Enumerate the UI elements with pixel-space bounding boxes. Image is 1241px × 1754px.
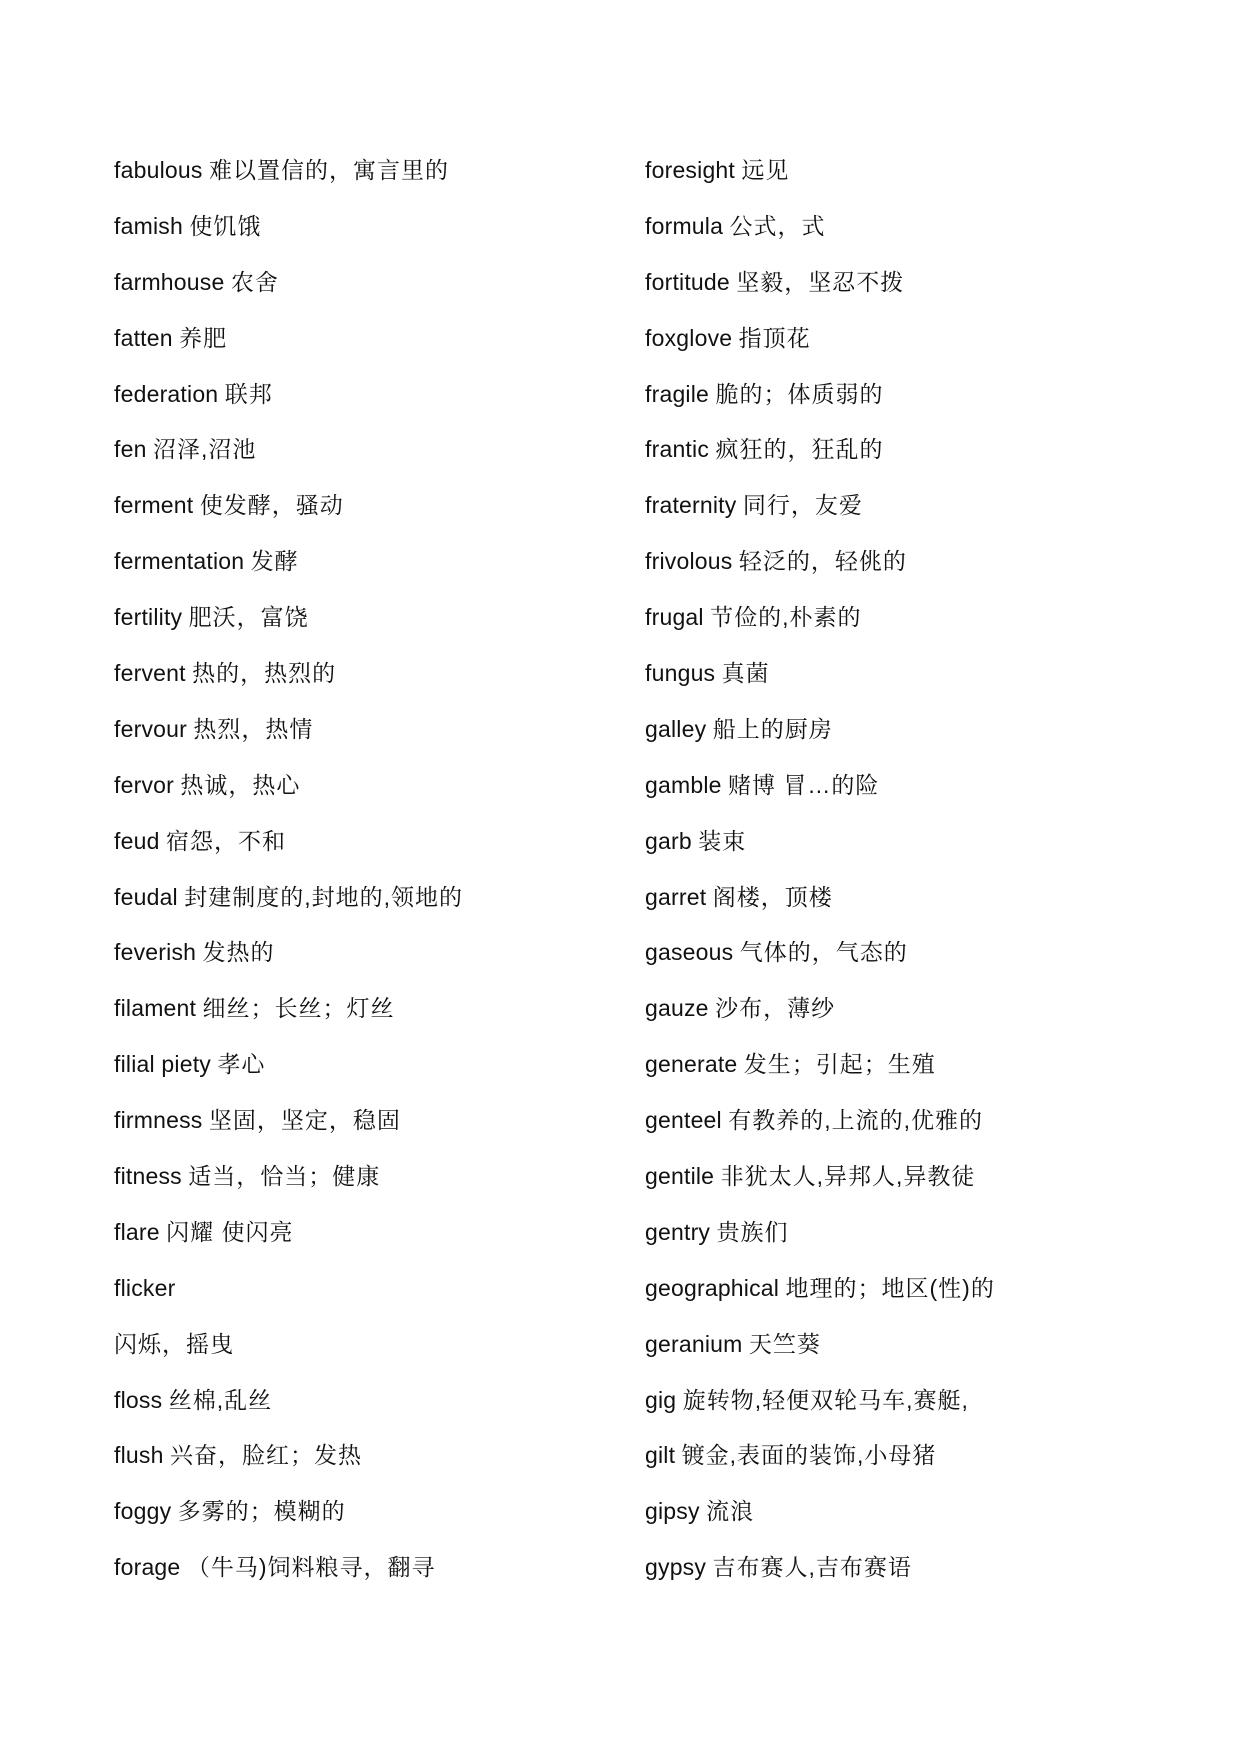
vocabulary-entry xyxy=(114,602,634,658)
vocabulary-entry xyxy=(645,826,1205,882)
vocabulary-entry xyxy=(645,993,1205,1049)
vocabulary-entry xyxy=(645,937,1205,993)
vocabulary-entry xyxy=(645,658,1205,714)
vocabulary-entry xyxy=(114,770,634,826)
vocabulary-entry xyxy=(114,490,634,546)
entry-word: fabulous xyxy=(114,157,203,183)
vocabulary-entry xyxy=(114,993,634,1049)
entry-word: foggy xyxy=(114,1498,172,1525)
entry-word: fortitude xyxy=(645,268,730,295)
vocabulary-entry xyxy=(645,323,1205,379)
entry-word: foresight xyxy=(645,157,736,183)
entry-definition: 适当，恰当；健康 xyxy=(188,1163,381,1190)
entry-word: filial piety xyxy=(114,1051,211,1078)
entry-definition: 阁楼，顶楼 xyxy=(712,883,833,910)
entry-word: formula xyxy=(645,212,724,239)
entry-definition: 细丝；长丝；灯丝 xyxy=(202,995,395,1022)
vocabulary-entry xyxy=(645,490,1205,546)
vocabulary-entry xyxy=(114,1049,634,1105)
entry-word: geranium xyxy=(645,1330,743,1357)
vocabulary-entry xyxy=(645,434,1205,490)
entry-definition: 发热的 xyxy=(202,939,275,966)
vocabulary-entry xyxy=(114,714,634,770)
entry-definition: 坚固，坚定，稳固 xyxy=(208,1107,401,1134)
vocabulary-entry xyxy=(645,1496,1205,1552)
entry-definition: 农舍 xyxy=(230,268,279,295)
entry-definition: 肥沃，富饶 xyxy=(188,604,309,631)
entry-word: forage xyxy=(114,1554,181,1581)
entry-word: fen xyxy=(114,436,147,463)
vocabulary-entry xyxy=(114,882,634,938)
entry-definition: 同行，友爱 xyxy=(742,492,863,519)
entry-definition: 吉布赛人,吉布赛语 xyxy=(712,1554,912,1581)
entry-word: fitness xyxy=(114,1163,182,1190)
entry-word: gentile xyxy=(645,1163,715,1190)
entry-word: firmness xyxy=(114,1107,203,1134)
entry-word: ferment xyxy=(114,492,194,519)
entry-definition: 镀金,表面的装饰,小母猪 xyxy=(681,1442,937,1469)
entry-definition: 真菌 xyxy=(721,660,770,687)
entry-word: generate xyxy=(645,1051,738,1078)
vocabulary-entry xyxy=(114,1329,634,1385)
entry-word: garb xyxy=(645,827,692,854)
entry-word: garret xyxy=(645,883,707,910)
entry-word: gentry xyxy=(645,1218,711,1245)
vocabulary-entry xyxy=(114,1496,634,1552)
vocabulary-entry xyxy=(114,434,634,490)
entry-definition: 流浪 xyxy=(706,1498,755,1525)
entry-word: flare xyxy=(114,1218,160,1245)
entry-definition: 节俭的,朴素的 xyxy=(710,604,862,631)
entry-definition: 孝心 xyxy=(217,1051,266,1078)
vocabulary-entry xyxy=(114,1385,634,1441)
vocabulary-entry xyxy=(645,1105,1205,1161)
entry-word: federation xyxy=(114,380,219,407)
entry-word: feudal xyxy=(114,883,178,910)
entry-definition: 指顶花 xyxy=(738,324,811,351)
entry-definition: 公式，式 xyxy=(729,212,826,239)
entry-definition: 贵族们 xyxy=(716,1218,789,1245)
vocabulary-entry xyxy=(114,1273,634,1329)
vocabulary-entry xyxy=(645,1552,1205,1608)
entry-definition: 难以置信的，寓言里的 xyxy=(208,157,449,183)
entry-word: fervent xyxy=(114,660,186,687)
entry-word: fatten xyxy=(114,324,173,351)
entry-definition: 使饥饿 xyxy=(189,212,262,239)
entry-definition: 联邦 xyxy=(224,380,273,407)
vocabulary-entry xyxy=(645,1329,1205,1385)
entry-word: floss xyxy=(114,1386,163,1413)
entry-word: fragile xyxy=(645,380,710,407)
entry-word: gamble xyxy=(645,771,722,798)
vocabulary-entry xyxy=(114,937,634,993)
entry-definition: 轻泛的，轻佻的 xyxy=(738,548,907,575)
entry-definition: 闪烁，摇曳 xyxy=(114,1330,234,1357)
entry-word: frantic xyxy=(645,436,710,463)
vocabulary-entry xyxy=(114,1105,634,1161)
entry-definition: 远见 xyxy=(741,157,790,183)
entry-word: gauze xyxy=(645,995,709,1022)
vocabulary-entry xyxy=(114,1217,634,1273)
entry-definition: 装束 xyxy=(698,827,747,854)
entry-word: fervor xyxy=(114,771,174,798)
entry-word: filament xyxy=(114,995,197,1022)
entry-definition: 脆的；体质弱的 xyxy=(715,380,884,407)
vocabulary-entry xyxy=(645,882,1205,938)
entry-word: fertility xyxy=(114,604,183,631)
vocabulary-entry xyxy=(114,379,634,435)
vocabulary-entry xyxy=(114,211,634,267)
vocabulary-entry xyxy=(114,1440,634,1496)
vocabulary-entry xyxy=(645,714,1205,770)
entry-definition: 兴奋，脸红；发热 xyxy=(169,1442,362,1469)
vocabulary-entry xyxy=(645,1161,1205,1217)
entry-definition: 养肥 xyxy=(179,324,228,351)
entry-definition: 有教养的,上流的,优雅的 xyxy=(728,1107,984,1134)
vocabulary-entry xyxy=(114,1552,634,1608)
vocabulary-entry xyxy=(645,155,1205,211)
entry-word: genteel xyxy=(645,1107,722,1134)
vocabulary-entry xyxy=(114,826,634,882)
entry-word: fervour xyxy=(114,715,187,742)
entry-word: flush xyxy=(114,1442,164,1469)
entry-definition: 地理的；地区(性)的 xyxy=(785,1274,995,1301)
vocabulary-column-left xyxy=(114,155,634,1608)
vocabulary-entry xyxy=(645,211,1205,267)
entry-definition: 疯狂的，狂乱的 xyxy=(715,436,884,463)
entry-definition: 沙布，薄纱 xyxy=(715,995,836,1022)
vocabulary-entry xyxy=(645,1049,1205,1105)
entry-word: gipsy xyxy=(645,1498,700,1525)
entry-word: gaseous xyxy=(645,939,734,966)
vocabulary-entry xyxy=(114,155,634,211)
vocabulary-entry xyxy=(645,1217,1205,1273)
entry-definition: 多雾的；模糊的 xyxy=(177,1498,346,1525)
entry-word: frivolous xyxy=(645,548,733,575)
entry-definition: 旋转物,轻便双轮马车,赛艇, xyxy=(682,1386,969,1413)
vocabulary-entry xyxy=(114,546,634,602)
entry-definition: 发生；引起；生殖 xyxy=(743,1051,936,1078)
entry-word: famish xyxy=(114,212,183,239)
entry-word: feud xyxy=(114,827,160,854)
vocabulary-entry xyxy=(114,1161,634,1217)
entry-word: fermentation xyxy=(114,548,245,575)
entry-word: gypsy xyxy=(645,1554,707,1581)
entry-definition: 非犹太人,异邦人,异教徒 xyxy=(720,1163,976,1190)
vocabulary-entry xyxy=(645,546,1205,602)
entry-definition: （牛马)饲料粮寻，翻寻 xyxy=(186,1554,436,1581)
entry-definition: 封建制度的,封地的,领地的 xyxy=(184,883,464,910)
entry-word: gilt xyxy=(645,1442,676,1469)
entry-definition: 气体的，气态的 xyxy=(739,939,908,966)
vocabulary-entry xyxy=(645,1385,1205,1441)
entry-definition: 宿怨，不和 xyxy=(165,827,286,854)
entry-definition: 使发酵，骚动 xyxy=(199,492,344,519)
entry-word: galley xyxy=(645,715,707,742)
entry-word: farmhouse xyxy=(114,268,225,295)
entry-word: gig xyxy=(645,1386,677,1413)
entry-definition: 发酵 xyxy=(250,548,299,575)
entry-definition: 丝棉,乱丝 xyxy=(168,1386,273,1413)
entry-word: fraternity xyxy=(645,492,737,519)
entry-word: fungus xyxy=(645,660,716,687)
vocabulary-entry xyxy=(114,267,634,323)
entry-word: frugal xyxy=(645,604,704,631)
entry-definition: 热烈，热情 xyxy=(193,715,314,742)
vocabulary-entry xyxy=(114,323,634,379)
vocabulary-entry xyxy=(645,379,1205,435)
vocabulary-column-right xyxy=(645,155,1205,1608)
vocabulary-entry xyxy=(645,770,1205,826)
vocabulary-entry xyxy=(645,1440,1205,1496)
entry-definition: 沼泽,沼池 xyxy=(152,436,257,463)
entry-word: foxglove xyxy=(645,324,733,351)
entry-definition: 热诚，热心 xyxy=(180,771,301,798)
vocabulary-entry xyxy=(645,602,1205,658)
entry-word: geographical xyxy=(645,1274,780,1301)
entry-definition: 船上的厨房 xyxy=(712,715,833,742)
vocabulary-entry xyxy=(645,1273,1205,1329)
entry-definition: 天竺葵 xyxy=(748,1330,821,1357)
entry-word: feverish xyxy=(114,939,197,966)
vocabulary-entry xyxy=(114,658,634,714)
vocabulary-entry xyxy=(645,267,1205,323)
entry-definition: 热的，热烈的 xyxy=(192,660,337,687)
entry-definition: 闪耀 使闪亮 xyxy=(166,1218,294,1245)
entry-definition: 赌博 冒…的险 xyxy=(728,771,880,798)
entry-word: flicker xyxy=(114,1274,176,1301)
entry-definition: 坚毅，坚忍不拨 xyxy=(736,268,905,295)
